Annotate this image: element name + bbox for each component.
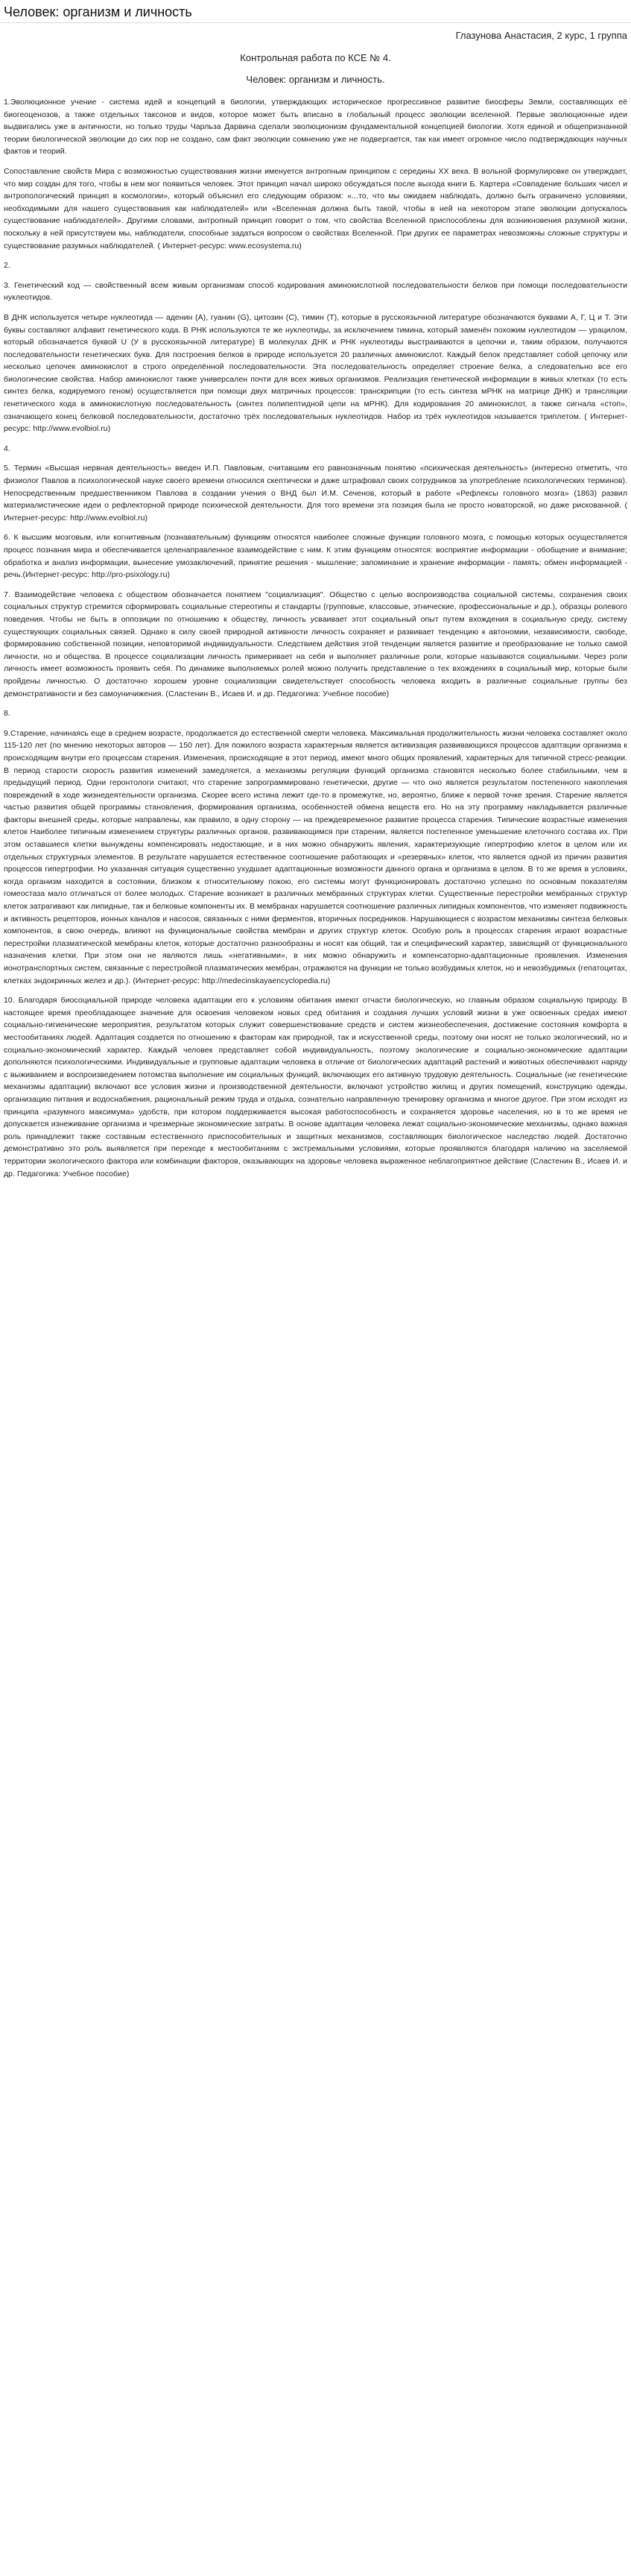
work-topic: Человек: организм и личность. bbox=[246, 74, 385, 85]
paragraph: В ДНК используется четыре нуклеотида — аденин (А), гуанин (G), цитозин (С), тимин (T), которые в русскоязычной литературе обозначаются буквами А, Г, Ц и Т. Эти буквы составляют алфавит генетического кода. В РНК используются те же нуклеотиды, за исключением тимина, который заменён похожим нуклеотидом — урацилом, который обозначается буквой U (У в русскоязычной литературе) В молекулах ДНК и РНК нуклеотиды выстраиваются в цепочки и, таким образом, получаются последовательности генетических букв. Для построения белков в природе используется 20 различных аминокислот. Каждый белок представляет собой цепочку или несколько цепочек аминокислот в строго определённой последовательности. Эта последовательность определяет строение белка, а следовательно все его биологические свойства. Набор аминокислот также универсален почти для всех живых организмов. Реализация генетической информации в живых клетках (то есть синтез белка, кодируемого геном) осуществляется при помощи двух матричных процессов: транскрипции (то есть синтеза мРНК на матрице ДНК) и трансляции генетического кода в аминокислотную последовательность (синтез полипептидной цепи на мРНК). Для кодирования 20 аминокислот, а также сигнала «стоп», означающего конец белковой последовательности, достаточно трёх последовательных нуклеотидов. Набор из трёх нуклеотидов называется триплетом. ( Интернет-ресурс: http://www.evolbiol.ru) bbox=[4, 312, 627, 434]
section-number: 8. bbox=[4, 709, 10, 719]
section-number: 4. bbox=[4, 443, 10, 453]
section-1 bbox=[4, 96, 627, 252]
section-4 bbox=[4, 443, 627, 700]
section-2 bbox=[4, 259, 627, 435]
section-number: 2. bbox=[4, 261, 10, 271]
paragraph: 9.Старение, начинаясь еще в среднем возрасте, продолжается до естественной смерти человека. Максимальная продолжительность жизни человека составляет около 115-120 лет (по мнению некоторых авторов — 150 лет). Для пожилого возраста характерным является активизация развивающихся процессов адаптации организма к происходящим внутри его процессам старения. Изменения, происходящие в этот период, имеют много общих проявлений, характерных для типичной стресс-реакции. В период старости скорость развития изменений замедляется, а механизмы регуляции функций организма становятся несколько более стабильными, чем в предыдущий период. Одни геронтологи считают, что старение запрограммировано генетически, другие — что оно является результатом постепенного накопления повреждений в ходе жизнедеятельности организма. Скорее всего истина лежит где-то в промежутке, но, вероятно, ближе к первой точке зрения. Старение является частью развития общей программы становления, формирования организма, особенностей обмена веществ его. Но на эту программу накладывается различные факторы внешней среды, которые направлены, как правило, в одну сторону — на преждевременное развитие процесса старения. Типические возрастные изменения клеток Наиболее типичным изменением структуры различных органов, развивающимся при старении, является постепенное уменьшение клеточного состава их. При этом оставшиеся клетки вынуждены компенсировать недостающие, и в них можно обнаружить явления, характеризующие гипертрофию клеток в целом или их отдельных структурных элементов. В результате нарушается естественное соотношение работающих и «резервных» клеток, что является одной из причин развития процессов гипертрофии. Но указанная ситуация существенно ухудшает адаптационные возможности данного органа и организма в целом. В то же время в условиях, когда организм находится в состоянии, близком к относительному покою, его системы могут функционировать достаточно успешно по основным показателям гомеостаза мало отличаться от более молодых. Старение возникает в различных мембранных структурах клетки. Существенные перестройки мембранных структур клеток затрагивают как липидные, так и белковые компоненты их. В мембранах нарушается соотношение различных липидных компонентов, что изменяет подвижность и активность рецепторов, ионных каналов и насосов, связанных с ними ферментов, вторичных посредников. Нарушающиеся с возрастом механизмы синтеза белковых компонентов, в свою очередь, влияют на функциональные свойства мембран и других структур клеток. Особую роль в процессах старения играют возрастные перестройки плазматической мембраны клеток, которые достаточно разнообразны и носят как общий, так и специфический характер, зависящий от функционального назначения клетки. При этом они не являются лишь «негативными», в них можно обнаружить и компенсаторно-адаптационные проявления. Изменения ионотранспортных систем, связанные с перестройкой плазматических мембран, отражаются на функции не только возбудимых клеток, но и невозбудимых (гепатоцитах, клетках эндокринных желез и др.). (Интернет-ресурс: http://medecinskayaencyclopedia.ru) bbox=[4, 728, 627, 985]
paragraph: Сопоставление свойств Мира с возможностью существования жизни именуется антропным принципом с середины XX века. В вольной формулировке он утверждает, что мир создан для того, чтобы в нем мог появиться человек. Этот принцип начал широко обсуждаться после выхода книги Б. Картера «Совпадение больших чисел и антропологический принцип в космологии», который объяснил его следующим образом: «...то, что мы ожидаем наблюдать, должно быть ограничено условиями, необходимыми для нашего существования как наблюдателей» или «Вселенная должна быть такой, чтобы в ней на некотором этапе эволюции допускалось существование наблюдателей». Другими словами, антропный принцип говорит о том, что свойства Вселенной приспособлены для возникновения разумной жизни, поскольку в ней присутствуем мы, наблюдатели, способные задаться вопросом о свойствах Вселенной. При других ее параметрах невозможны сложные структуры и существование разумных наблюдателей. ( Интернет-ресурс: www.ecosystema.ru) bbox=[4, 166, 627, 250]
paragraph: 5. Термин «Высшая нервная деятельность» введен И.П. Павловым, считавшим его равнозначным понятию «психическая деятельность» (интересно отметить, что физиолог Павлов в психологической науке своего времени относился скептически и даже штрафовал своих сотрудников за употребление психологических терминов). Непосредственным предшественником Павлова в создании учения о ВНД был И.М. Сеченов, который в работе «Рефлексы головного мозга» (1863) развил материалистические идеи о рефлекторной природе психической деятельности. Для того времени эта позиция была не просто новаторской, но даже рискованной. ( Интернет-ресурс: http://www.evolbiol.ru) bbox=[4, 464, 627, 523]
page-title: Человек: организм и личность bbox=[4, 4, 192, 19]
title-divider bbox=[0, 22, 631, 23]
article-body bbox=[0, 30, 631, 1180]
paragraph: 10. Благодаря биосоциальной природе человека адаптации его к условиям обитания имеют отчасти биологическую, но главным образом социальную природу. В настоящее время преобладающее значение для освоения человеком новых сред обитания и создания лучших условий жизни в уже освоенных средах имеют социально-гигиенические мероприятия, результатом которых служит совершенствование средств и систем жизнеобеспечения, достижение состояния комфорта в местообитаниях людей. Адаптация создается по отношению к факторам как природной, так и искусственной среды, поэтому они носят не только экологический, но и социально-экономический характер. Каждый человек представляет собой индивидуальность, поэтому экологические и социально-экономические адаптации дополняются психологическими. Индивидуальные и групповые адаптации человека в отличие от биологических адаптаций растений и животных обеспечивают наряду с выживанием и воспроизведением потомства выполнение им социальных функций, включающих его активную трудовую деятельность. Социальные (не генетические механизмы адаптации) включают все условия жизни и производственной деятельности, включают устройство жилищ и других помещений, конструкцию одежды, организацию питания и водоснабжения, рациональный режим труда и отдыха, сознательно направленную тренировку организма и многое другое. При этом исходят из принципа «разумного максимума» удобств, при котором поддерживается высокая работоспособность и сохраняется здоровье населения, но в то же время не допускается изнеживание организма и чрезмерные экономические затраты. В основе адаптации человека лежат социально-экономические механизмы, однако важная роль принадлежит также составным естественного приспособительных и защитных механизмов, составляющих биологическое наследство людей. Достаточно демонстративно это роль выявляется при переходе к местообитаниям с экстремальными условиями, которые проявляются благодаря наличию на заселяемой территории экологического фактора или комбинации факторов, оказывающих на здоровье человека выраженное неблагоприятное действие (Сластенин В., Исаев И. и др. Педагогика: Учебное пособие) bbox=[4, 996, 627, 1178]
paragraph: 1.Эволюционное учение - система идей и концепций в биологии, утверждающих историческое прогрессивное развитие биосферы Земли, составляющих её биогеоценозов, а также отдельных таксонов и видов, которое может быть вписано в глобальный процесс эволюции вселенной. Первые эволюционные идеи выдвигались уже в античности, но только труды Чарльза Дарвина сделали эволюционизм фундаментальной концепцией биологии. Хотя единой и общепризнанной теории биологической эволюции до сих пор не создано, сам факт эволюции сомнению уже не подвергается, так как имеет огромное число подтверждающих научных фактов и теорий. bbox=[4, 98, 627, 157]
paragraph: 7. Взаимодействие человека с обществом обозначается понятием "социализация". Общество с целью воспроизводства социальной системы, сохранения своих социальных структур стремится сформировать социальные стереотипы и стандарты (групповые, классовые, этнические, профессиональные и др.), образцы ролевого поведения. Чтобы не быть в оппозиции по отношению к обществу, личность усваивает этот социальный опыт путем вхождения в социальную среду, систему существующих социальных связей. Однако в силу своей природной активности личность сохраняет и развивает тенденцию к автономии, независимости, свободе, формированию собственной позиции, неповторимой индивидуальности. Следствием действия этой тенденции является развитие и преобразование не только самой личности, но и общества. В процессе социализации личность примеривает на себя и выполняет различные роли, которые называются социальными. Через роли личность имеет возможность проявить себя. По динамике выполняемых ролей можно получить представление о тех вхождениях в социальный мир, которые были пройдены личностью. О достаточно хорошем уровне социализации свидетельствует способность человека входить в различные социальные группы без демонстративности и без самоуничижения. (Сластенин В., Исаев И. и др. Педагогика: Учебное пособие) bbox=[4, 590, 627, 698]
author-line: Глазунова Анастасия, 2 курс, 1 группа bbox=[455, 30, 627, 41]
paragraph: 3. Генетический код — свойственный всем живым организмам способ кодирования аминокислотной последовательности белков при помощи последовательности нуклеотидов. bbox=[4, 280, 627, 303]
section-8 bbox=[4, 707, 627, 1180]
work-title: Контрольная работа по КСЕ № 4. bbox=[240, 52, 391, 63]
paragraph: 6. К высшим мозговым, или когнитивным (познавательным) функциям относятся наиболее сложные функции головного мозга, с помощью которых осуществляется процесс познания мира и обеспечивается целенаправленное взаимодействие с ним. К этим функциям относятся: восприятие информации - обобщение и внимание; обработка и анализ информации, вынесение умозаключений, принятие решения - мышление; запоминание и хранение информации - память; обмен информацией - речь.(Интернет-ресурс: http://pro-psixology.ru) bbox=[4, 533, 627, 580]
